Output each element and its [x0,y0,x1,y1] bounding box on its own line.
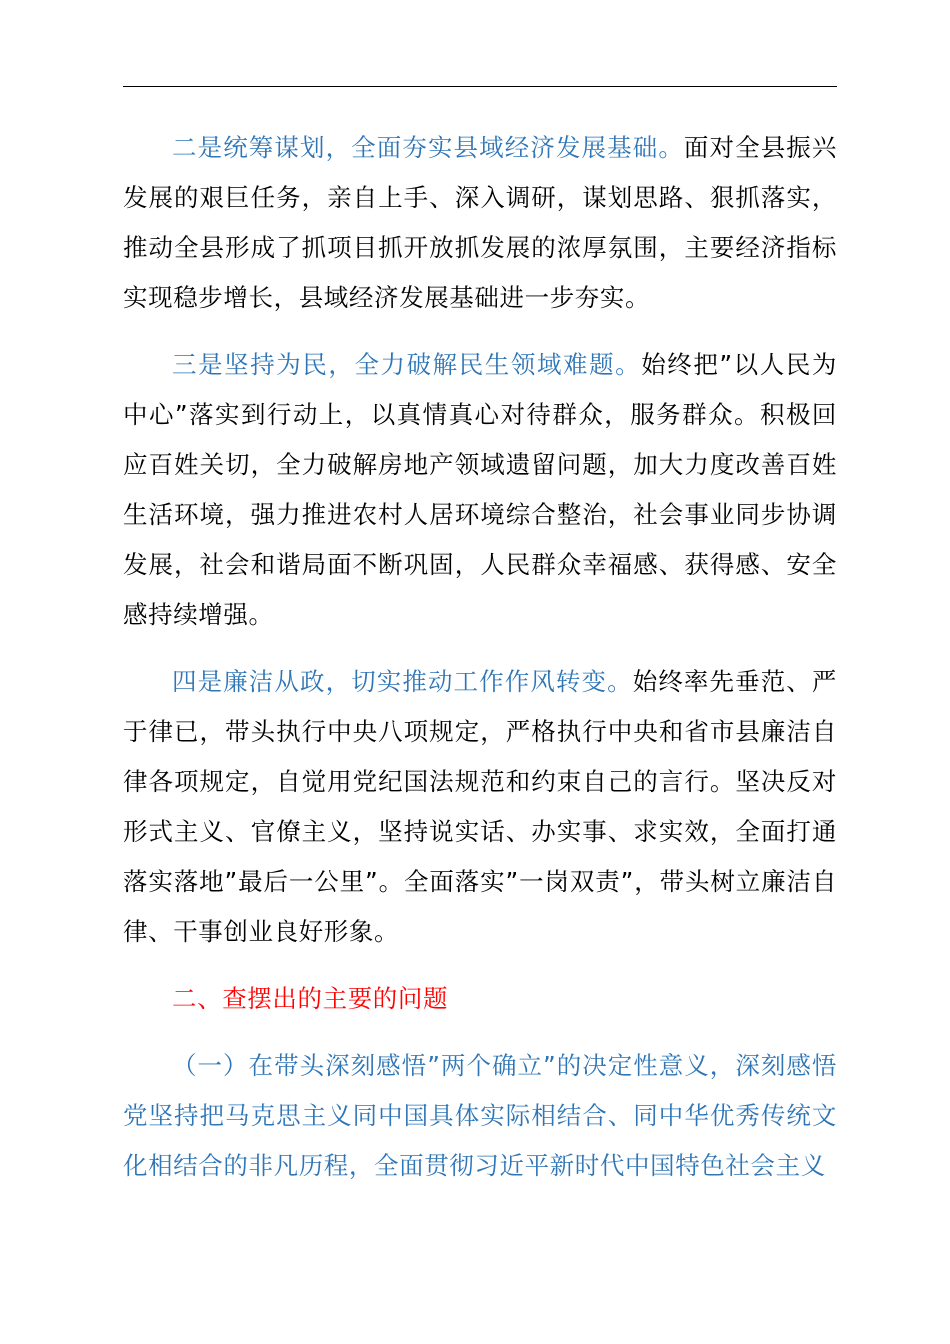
header-rule [123,86,837,87]
paragraph-lead: 二是统筹谋划，全面夯实县域经济发展基础。 [172,133,684,162]
paragraph-body: 始终把”以人民为中心”落实到行动上，以真情真心对待群众，服务群众。积极回应百姓关切，全力破解房地产领域遗留问题，加大力度改善百姓生活环境，强力推进农村人居环境综合整治，社会事业同步协调发展，社会和谐局面不断巩固，人民群众幸福感、获得感、安全感持续增强。 [123,350,837,629]
section-heading: 二、查摆出的主要的问题 [172,984,449,1013]
paragraph-body: 面对全县振兴发展的艰巨任务，亲自上手、深入调研，谋划思路、狠抓落实，推动全县形成了抓项目抓开放抓发展的浓厚氛围，主要经济指标实现稳步增长，县域经济发展基础进一步夯实。 [123,133,837,312]
paragraph-lead: 四是廉洁从政，切实推动工作作风转变。 [172,667,633,696]
paragraph-integrity [123,657,837,957]
paragraph-body: 始终率先垂范、严于律已，带头执行中央八项规定，严格执行中央和省市县廉洁自律各项规定，自觉用党纪国法规范和约束自己的言行。坚决反对形式主义、官僚主义，坚持说实话、办实事、求实效，全面打通落实落地”最后一公里”。全面落实”一岗双责”，带头树立廉洁自律、干事创业良好形象。 [123,667,837,946]
paragraph-livelihood [123,340,837,640]
paragraph-lead: 三是坚持为民，全力破解民生领域难题。 [172,350,642,379]
paragraph-economy [123,123,837,323]
subsection-paragraph: （一）在带头深刻感悟”两个确立”的决定性意义，深刻感悟党坚持把马克思主义同中国具体实际相结合、同中华优秀传统文化相结合的非凡历程，全面贯彻习近平新时代中国特色社会主义 [123,1051,837,1180]
document-body [123,123,837,1208]
